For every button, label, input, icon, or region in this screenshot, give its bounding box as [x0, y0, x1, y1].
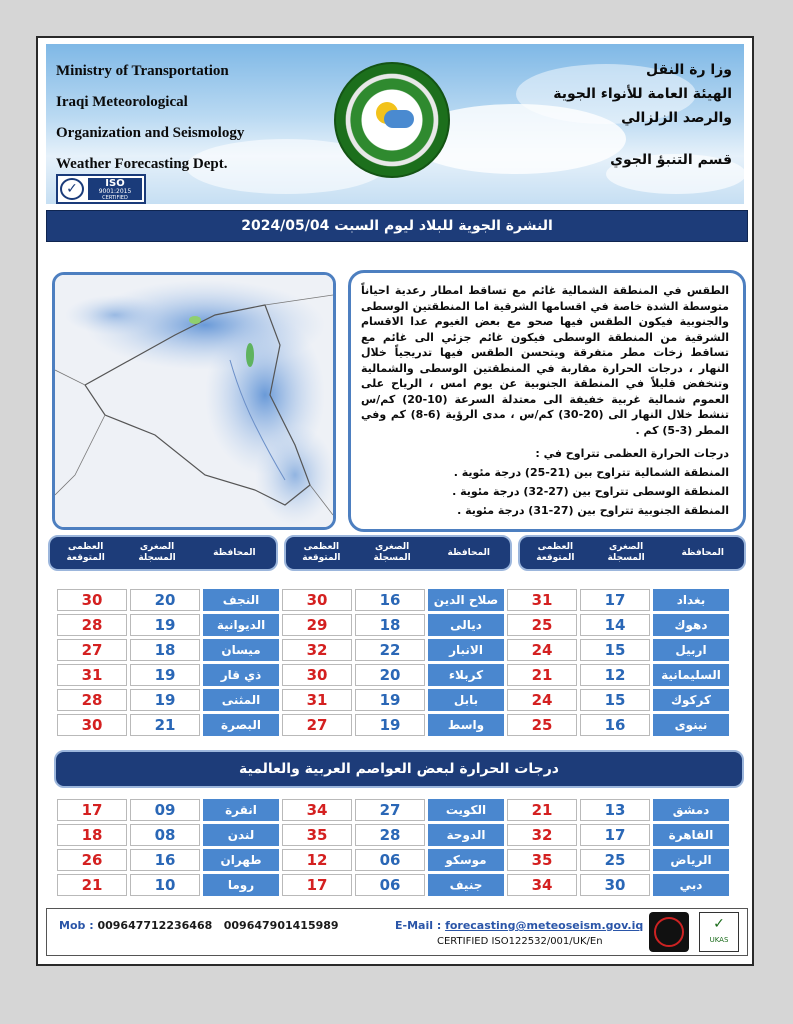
header-min: الصغرى المسجلة [373, 542, 411, 563]
max-temp: 32 [282, 639, 352, 661]
max-temp: 34 [282, 799, 352, 821]
satellite-map [52, 272, 336, 530]
table-row [57, 639, 729, 661]
max-temp: 28 [57, 689, 127, 711]
min-temp: 09 [130, 799, 200, 821]
min-temp: 18 [130, 639, 200, 661]
city-name: جنيف [428, 874, 504, 896]
max-temps-title: درجات الحرارة العظمى تتراوح في : [535, 447, 729, 460]
capitals-table [54, 796, 732, 899]
header-min: الصغرى المسجلة [138, 542, 176, 563]
max-temp: 27 [57, 639, 127, 661]
max-temp: 12 [282, 849, 352, 871]
capitals-title: درجات الحرارة لبعض العواصم العربية والعالمية [54, 750, 744, 788]
iraq-map-icon [55, 275, 333, 527]
city-name: النجف [203, 589, 279, 611]
en-line-1: Ministry of Transportation [56, 63, 229, 79]
table-row [57, 614, 729, 636]
max-temp: 28 [57, 614, 127, 636]
min-temp: 18 [355, 614, 425, 636]
city-name: ميسان [203, 639, 279, 661]
table-row [57, 824, 729, 846]
city-name: ذي قار [203, 664, 279, 686]
min-temp: 20 [130, 589, 200, 611]
max-temp: 17 [57, 799, 127, 821]
city-name: موسكو [428, 849, 504, 871]
max-temp: 26 [57, 849, 127, 871]
table-row [57, 799, 729, 821]
min-temp: 06 [355, 849, 425, 871]
city-name: بغداد [653, 589, 729, 611]
min-temp: 15 [580, 689, 650, 711]
min-temp: 15 [580, 639, 650, 661]
header-max: العظمى المتوقعة [302, 542, 341, 563]
max-temp: 31 [57, 664, 127, 686]
table-row [57, 849, 729, 871]
city-name: دهوك [653, 614, 729, 636]
min-temp: 16 [355, 589, 425, 611]
city-name: الانبار [428, 639, 504, 661]
city-name: اربيل [653, 639, 729, 661]
table-row [57, 714, 729, 736]
min-temp: 28 [355, 824, 425, 846]
max-temp: 24 [507, 689, 577, 711]
city-name: بابل [428, 689, 504, 711]
max-temp: 25 [507, 714, 577, 736]
min-temp: 22 [355, 639, 425, 661]
city-name: المثنى [203, 689, 279, 711]
forecast-paragraph: الطقس في المنطقة الشمالية غائم مع تساقط امطار رعدية احياناً متوسطة الشدة خاصة في اقسامها الشرقية اما المنطقتين الوسطى والجنوبية فيكون الطقس فيها صحو مع بعض الغيوم عدا الاقسام الشرقية من المنطقة الوسطى فيكون غائم جزئي الى غائم مع تساقط زخات مطر متفرقة ويتحسن الطقس فيها تدريجياً خلال النهار ، درجات الحرارة مقاربة في المنطقتين الوسطى والشمالية وتنخفض قليلاً في المنطقة الجنوبية عن يوم امس ، الرياح على العموم شمالية غربية خفيفة الى معتدلة السرعة (10-20) كم/س تنشط خلال النهار الى (20-30) كم/س ، مدى الرؤية (6-8) كم وفي المطر (3-5) كم . [361, 284, 730, 437]
footer-contact [46, 908, 748, 956]
checkmark-icon: ✓ [60, 178, 84, 200]
city-name: واسط [428, 714, 504, 736]
max-temp: 29 [282, 614, 352, 636]
max-temp: 25 [507, 614, 577, 636]
min-temp: 19 [130, 664, 200, 686]
city-name: صلاح الدين [428, 589, 504, 611]
min-temp: 17 [580, 824, 650, 846]
header-gov: المحافظة [681, 547, 724, 558]
table-row [57, 689, 729, 711]
min-temp: 17 [580, 589, 650, 611]
min-temp: 13 [580, 799, 650, 821]
table-row [57, 589, 729, 611]
max-temp: 32 [507, 824, 577, 846]
mobile-contact [59, 919, 339, 932]
email-contact [395, 919, 643, 932]
forecast-text-box [348, 270, 746, 532]
certification-text: CERTIFIED ISO122532/001/UK/En [437, 936, 603, 947]
iso-badge [56, 174, 146, 204]
ar-line-2: الهيئة العامة للأنواء الجوية [553, 86, 732, 102]
iso-standard: 9001:2015 [98, 188, 132, 195]
en-line-2: Iraqi Meteorological [56, 94, 188, 110]
table-row [57, 664, 729, 686]
bulletin-title: النشرة الجوية للبلاد ليوم السبت 2024/05/04 [46, 210, 748, 242]
organization-logo-icon [334, 62, 450, 178]
header-gov: المحافظة [447, 547, 490, 558]
header-min: الصغرى المسجلة [607, 542, 645, 563]
city-name: البصرة [203, 714, 279, 736]
english-org-name [56, 56, 244, 180]
table-row [57, 874, 729, 896]
min-temp: 19 [355, 689, 425, 711]
column-header-group-1 [518, 535, 746, 571]
min-temp: 19 [130, 614, 200, 636]
max-temp: 27 [282, 714, 352, 736]
max-temp: 21 [507, 664, 577, 686]
ar-line-4: قسم التنبؤ الجوي [610, 152, 732, 168]
city-name: الكويت [428, 799, 504, 821]
city-name: الدوحة [428, 824, 504, 846]
min-temp: 19 [355, 714, 425, 736]
en-line-3: Organization and Seismology [56, 125, 245, 141]
city-name: روما [203, 874, 279, 896]
city-name: طهران [203, 849, 279, 871]
city-name: نينوى [653, 714, 729, 736]
max-temp: 30 [57, 714, 127, 736]
max-temp: 31 [282, 689, 352, 711]
max-temp: 21 [507, 799, 577, 821]
max-temp: 35 [282, 824, 352, 846]
max-temp: 34 [507, 874, 577, 896]
city-name: الديوانية [203, 614, 279, 636]
city-name: القاهرة [653, 824, 729, 846]
north-temp-range: المنطقة الشمالية تتراوح بين (21-25) درجة مئوية . [453, 466, 729, 479]
city-name: انقرة [203, 799, 279, 821]
min-temp: 08 [130, 824, 200, 846]
min-temp: 21 [130, 714, 200, 736]
mobile-label: Mob : [59, 919, 94, 932]
arabic-org-name [553, 58, 732, 172]
min-temp: 30 [580, 874, 650, 896]
min-temp: 10 [130, 874, 200, 896]
max-temp: 30 [57, 589, 127, 611]
ar-line-1: وزا رة النقل [646, 62, 732, 78]
column-header-group-3 [48, 535, 278, 571]
max-temp: 24 [507, 639, 577, 661]
min-temp: 16 [580, 714, 650, 736]
min-temp: 27 [355, 799, 425, 821]
iso-label: ISO [105, 178, 125, 189]
header-max: العظمى المتوقعة [536, 542, 575, 563]
city-name: الرياض [653, 849, 729, 871]
ar-line-3: والرصد الزلزالي [621, 110, 732, 126]
email-link[interactable]: forecasting@meteoseism.gov.iq [445, 919, 644, 932]
ukas-label: UKAS [709, 936, 729, 944]
city-name: السليمانية [653, 664, 729, 686]
cloud-icon [384, 110, 414, 128]
south-temp-range: المنطقة الجنوبية تتراوح بين (27-31) درجة مئوية . [457, 504, 729, 517]
mobile-numbers: 009647712236468 009647901415989 [97, 919, 339, 932]
min-temp: 16 [130, 849, 200, 871]
seal-icon [649, 912, 689, 952]
city-name: ديالى [428, 614, 504, 636]
min-temp: 12 [580, 664, 650, 686]
max-temp: 35 [507, 849, 577, 871]
en-line-4: Weather Forecasting Dept. [56, 156, 228, 172]
max-temp: 31 [507, 589, 577, 611]
bulletin-page [36, 36, 754, 966]
crown-check-icon: ✓ [713, 916, 725, 932]
city-name: كركوك [653, 689, 729, 711]
max-temp: 30 [282, 664, 352, 686]
column-header-group-2 [284, 535, 512, 571]
city-name: لندن [203, 824, 279, 846]
min-temp: 14 [580, 614, 650, 636]
min-temp: 25 [580, 849, 650, 871]
email-label: E-Mail : [395, 919, 442, 932]
city-name: دبي [653, 874, 729, 896]
ukas-badge [699, 912, 739, 952]
max-temp: 18 [57, 824, 127, 846]
iso-certified: CERTIFIED [102, 195, 128, 201]
header-max: العظمى المتوقعة [66, 542, 105, 563]
min-temp: 19 [130, 689, 200, 711]
header-banner [46, 44, 744, 204]
city-name: دمشق [653, 799, 729, 821]
city-name: كربلاء [428, 664, 504, 686]
header-gov: المحافظة [213, 547, 256, 558]
min-temp: 06 [355, 874, 425, 896]
provinces-table [54, 586, 732, 739]
middle-temp-range: المنطقة الوسطى تتراوح بين (27-32) درجة مئوية . [452, 485, 729, 498]
max-temp: 21 [57, 874, 127, 896]
max-temp: 17 [282, 874, 352, 896]
max-temp: 30 [282, 589, 352, 611]
min-temp: 20 [355, 664, 425, 686]
